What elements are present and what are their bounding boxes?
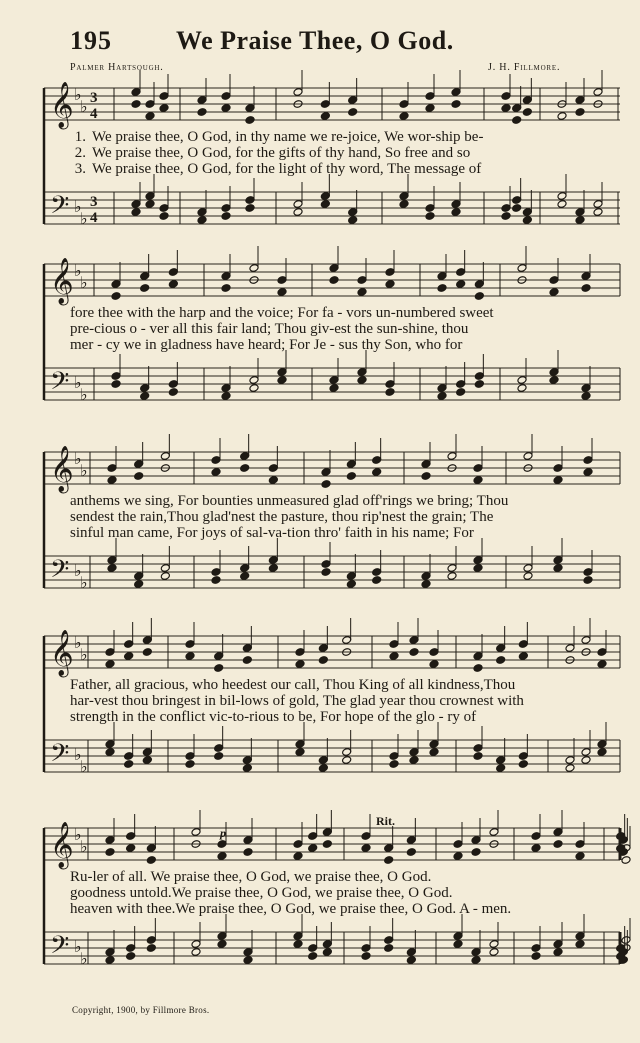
lyric-text: goodness untold.We praise thee, O God, we praise thee, O God. xyxy=(70,885,453,901)
note-head xyxy=(473,664,483,673)
note-head xyxy=(320,112,330,121)
flat-icon: ♭ xyxy=(74,635,82,652)
note-head xyxy=(124,652,134,661)
treble-clef-icon: 𝄞 xyxy=(50,630,74,676)
note-head xyxy=(581,756,591,765)
note-head xyxy=(146,944,156,953)
note-head xyxy=(496,764,506,773)
note-head xyxy=(575,852,585,861)
note-head xyxy=(159,104,169,113)
note-head xyxy=(385,388,395,397)
note-head xyxy=(159,212,169,221)
note-head xyxy=(389,652,399,661)
note-head xyxy=(553,476,563,485)
note-head xyxy=(451,100,461,109)
note-head xyxy=(295,660,305,669)
bass-time-signature-bottom: 4 xyxy=(90,210,98,226)
lyric-text: Ru-ler of all. We praise thee, O God, we praise thee, O God. xyxy=(70,869,432,885)
lyric-text: sendest the rain,Thou glad'nest the pasture, thou rip'nest the grain; The xyxy=(70,509,494,525)
lyric-line-verse-1 xyxy=(70,678,640,693)
note-head xyxy=(496,656,506,665)
note-head xyxy=(357,288,367,297)
note-head xyxy=(221,104,231,113)
note-head xyxy=(240,464,250,473)
flat-icon: ♭ xyxy=(80,951,88,968)
note-head xyxy=(131,100,141,109)
hymn-title: We Praise Thee, O God. xyxy=(176,26,454,55)
note-head xyxy=(501,212,511,221)
lyric-line-verse-2 xyxy=(70,322,640,337)
note-head xyxy=(385,280,395,289)
note-head xyxy=(221,392,231,401)
note-head xyxy=(346,580,356,589)
note-head xyxy=(240,572,250,581)
note-head xyxy=(293,208,303,217)
note-head xyxy=(134,580,144,589)
note-head xyxy=(134,472,144,481)
note-head xyxy=(342,756,352,765)
note-head xyxy=(357,376,367,385)
bass-clef-icon: 𝄢 xyxy=(50,739,70,774)
ritardando-marking: Rit. xyxy=(376,814,395,828)
note-head xyxy=(421,580,431,589)
bass-clef-icon: 𝄢 xyxy=(50,555,70,590)
note-head xyxy=(471,956,481,965)
note-head xyxy=(318,656,328,665)
lyric-line-verse-2 xyxy=(64,146,640,161)
lyricist-credit: Palmer Hartsough. xyxy=(70,62,164,73)
note-head xyxy=(142,648,152,657)
lyric-line-verse-3 xyxy=(70,710,640,725)
note-head xyxy=(214,664,224,673)
note-head xyxy=(549,288,559,297)
note-head xyxy=(105,748,115,757)
lyric-text: pre-cious o - ver all this fair land; Thou giv-est the sun-shine, thou xyxy=(70,321,469,337)
note-head xyxy=(318,764,328,773)
note-head xyxy=(518,652,528,661)
note-head xyxy=(429,748,439,757)
flat-icon: ♭ xyxy=(74,199,82,216)
note-head xyxy=(409,756,419,765)
note-head xyxy=(197,216,207,225)
lyric-line-verse-3 xyxy=(64,162,640,177)
note-head xyxy=(453,940,463,949)
note-head xyxy=(277,288,287,297)
music-system-2 xyxy=(44,258,620,408)
note-head xyxy=(348,216,358,225)
note-head xyxy=(583,468,593,477)
note-head xyxy=(421,472,431,481)
music-system-5 xyxy=(44,814,620,972)
note-head xyxy=(168,388,178,397)
flat-icon: ♭ xyxy=(80,387,88,404)
bass-staff xyxy=(44,556,620,588)
note-head xyxy=(217,940,227,949)
verse-number: 1. xyxy=(74,129,86,145)
lyric-line-verse-3 xyxy=(70,902,640,917)
note-head xyxy=(406,956,416,965)
note-head xyxy=(575,216,585,225)
verse-number: 2. xyxy=(74,145,86,161)
note-head xyxy=(372,468,382,477)
dynamic-marking: p xyxy=(220,826,226,840)
note-head xyxy=(565,764,575,773)
note-head xyxy=(329,384,339,393)
note-head xyxy=(221,212,231,221)
note-head xyxy=(243,956,253,965)
music-system-3 xyxy=(44,446,620,596)
note-head xyxy=(321,480,331,489)
note-head xyxy=(399,200,409,209)
note-head xyxy=(214,752,224,761)
note-head xyxy=(131,208,141,217)
note-head xyxy=(322,840,332,849)
note-head xyxy=(523,572,533,581)
note-head xyxy=(321,568,331,577)
lyric-line-verse-3 xyxy=(70,338,640,353)
lyric-line-verse-3 xyxy=(70,526,640,541)
note-head xyxy=(453,852,463,861)
note-head xyxy=(221,284,231,293)
treble-clef-icon: 𝄞 xyxy=(50,82,74,128)
note-head xyxy=(474,292,484,301)
flat-icon: ♭ xyxy=(80,647,88,664)
note-head xyxy=(191,948,201,957)
note-head xyxy=(384,856,394,865)
flat-icon: ♭ xyxy=(80,99,88,116)
note-head xyxy=(531,952,541,961)
note-head xyxy=(105,848,115,857)
note-head xyxy=(145,112,155,121)
note-head xyxy=(293,940,303,949)
bass-staff xyxy=(44,368,620,400)
treble-clef-icon: 𝄞 xyxy=(50,822,74,868)
note-head xyxy=(429,660,439,669)
note-head xyxy=(329,276,339,285)
note-head xyxy=(140,284,150,293)
treble-clef-icon: 𝄞 xyxy=(50,258,74,304)
note-head xyxy=(522,216,532,225)
flat-icon: ♭ xyxy=(80,839,88,856)
lyric-line-verse-1 xyxy=(70,306,640,321)
note-head xyxy=(107,476,117,485)
music-system-4 xyxy=(44,630,620,780)
note-head xyxy=(249,384,259,393)
lyric-text: Father, all gracious, who heedest our call, Thou King of all kindness,Thou xyxy=(70,677,516,693)
note-head xyxy=(140,392,150,401)
music-system-1 xyxy=(44,82,620,232)
note-head xyxy=(268,564,278,573)
note-head xyxy=(553,948,563,957)
note-head xyxy=(293,852,303,861)
flat-icon: ♭ xyxy=(80,211,88,228)
note-head xyxy=(409,648,419,657)
note-head xyxy=(320,200,330,209)
note-head xyxy=(575,940,585,949)
note-head xyxy=(406,848,416,857)
flat-icon: ♭ xyxy=(80,575,88,592)
note-head xyxy=(197,108,207,117)
note-head xyxy=(322,948,332,957)
treble-staff xyxy=(44,452,620,484)
note-head xyxy=(146,856,156,865)
note-head xyxy=(621,856,631,865)
lyric-text: heaven with thee.We praise thee, O God, we praise thee, O God. A - men. xyxy=(70,901,512,917)
note-head xyxy=(245,204,255,213)
note-head xyxy=(160,572,170,581)
composer-credit: J. H. Fillmore. xyxy=(488,62,561,73)
hymn-number: 195 xyxy=(70,26,112,55)
flat-icon: ♭ xyxy=(80,759,88,776)
treble-staff xyxy=(44,88,620,120)
note-head xyxy=(522,108,532,117)
lyric-line-verse-2 xyxy=(70,886,640,901)
note-head xyxy=(126,952,136,961)
flat-icon: ♭ xyxy=(74,747,82,764)
bass-clef-icon: 𝄢 xyxy=(50,367,70,402)
note-head xyxy=(111,380,121,389)
bass-staff xyxy=(44,192,620,224)
note-head xyxy=(168,280,178,289)
note-head xyxy=(105,660,115,669)
note-head xyxy=(295,748,305,757)
note-head xyxy=(473,476,483,485)
note-head xyxy=(372,576,382,585)
flat-icon: ♭ xyxy=(74,563,82,580)
note-head xyxy=(593,208,603,217)
note-head xyxy=(384,944,394,953)
note-head xyxy=(399,112,409,121)
bass-time-signature-top: 3 xyxy=(90,194,98,210)
note-head xyxy=(473,564,483,573)
note-head xyxy=(489,948,499,957)
note-head xyxy=(549,376,559,385)
note-head xyxy=(512,116,522,125)
note-head xyxy=(308,844,318,853)
note-head xyxy=(346,472,356,481)
lyric-line-verse-1 xyxy=(64,130,640,145)
note-head xyxy=(211,468,221,477)
verse-number: 3. xyxy=(74,161,86,177)
lyric-line-verse-1 xyxy=(70,494,640,509)
note-head xyxy=(597,748,607,757)
note-head xyxy=(473,752,483,761)
note-head xyxy=(557,200,567,209)
note-head xyxy=(447,572,457,581)
note-head xyxy=(456,280,466,289)
note-head xyxy=(126,844,136,853)
lyric-text: strength in the conflict vic-to-rious to be, For hope of the glo - ry of xyxy=(70,709,477,725)
lyric-text: fore thee with the harp and the voice; For fa - vors un-numbered sweet xyxy=(70,305,494,321)
lyric-line-verse-2 xyxy=(70,510,640,525)
note-head xyxy=(185,760,195,769)
note-head xyxy=(145,200,155,209)
lyric-text: sinful man came, For joys of sal-va-tion thro' faith in his name; For xyxy=(70,525,474,541)
note-head xyxy=(361,844,371,853)
note-head xyxy=(242,764,252,773)
note-head xyxy=(277,376,287,385)
flat-icon: ♭ xyxy=(80,463,88,480)
note-head xyxy=(531,844,541,853)
bass-clef-icon: 𝄢 xyxy=(50,191,70,226)
flat-icon: ♭ xyxy=(74,827,82,844)
note-head xyxy=(557,112,567,121)
lyric-text: har-vest thou bringest in bil-lows of gold, The glad year thou crownest with xyxy=(70,693,524,709)
note-head xyxy=(243,848,253,857)
note-head xyxy=(105,956,115,965)
note-head xyxy=(268,476,278,485)
lyric-text: anthems we sing, For bounties unmeasured glad off'rings we bring; Thou xyxy=(70,493,509,509)
note-head xyxy=(185,652,195,661)
note-head xyxy=(581,284,591,293)
note-head xyxy=(583,576,593,585)
note-head xyxy=(389,760,399,769)
treble-time-signature-bottom: 4 xyxy=(90,106,98,122)
treble-clef-icon: 𝄞 xyxy=(50,446,74,492)
note-head xyxy=(553,564,563,573)
note-head xyxy=(437,284,447,293)
note-head xyxy=(512,204,522,213)
note-head xyxy=(471,848,481,857)
note-head xyxy=(124,760,134,769)
treble-time-signature-top: 3 xyxy=(90,90,98,106)
lyric-text: We praise thee, O God, for the light of thy word, The message of xyxy=(92,161,482,177)
lyric-text: We praise thee, O God, for the gifts of thy hand, So free and so xyxy=(92,145,471,161)
note-head xyxy=(308,952,318,961)
flat-icon: ♭ xyxy=(74,375,82,392)
flat-icon: ♭ xyxy=(74,263,82,280)
note-head xyxy=(451,208,461,217)
note-head xyxy=(425,104,435,113)
lyric-text: mer - cy we in gladness have heard; For Je - sus thy Son, who for xyxy=(70,337,463,353)
note-head xyxy=(111,292,121,301)
bass-clef-icon: 𝄢 xyxy=(50,931,70,966)
note-head xyxy=(517,384,527,393)
flat-icon: ♭ xyxy=(74,87,82,104)
note-head xyxy=(348,108,358,117)
note-head xyxy=(597,660,607,669)
note-head xyxy=(361,952,371,961)
flat-icon: ♭ xyxy=(74,451,82,468)
copyright-notice: Copyright, 1900, by Fillmore Bros. xyxy=(72,1005,210,1015)
note-head xyxy=(107,564,117,573)
note-head xyxy=(518,760,528,769)
note-head xyxy=(581,392,591,401)
note-head xyxy=(245,116,255,125)
note-head xyxy=(142,756,152,765)
note-head xyxy=(211,576,221,585)
note-head xyxy=(425,212,435,221)
note-head xyxy=(474,380,484,389)
lyric-line-verse-1 xyxy=(70,870,640,885)
flat-icon: ♭ xyxy=(80,275,88,292)
note-head xyxy=(437,392,447,401)
lyric-line-verse-2 xyxy=(70,694,640,709)
note-head xyxy=(575,108,585,117)
note-head xyxy=(217,852,227,861)
note-head xyxy=(456,388,466,397)
lyric-text: We praise thee, O God, in thy name we re-joice, We wor-ship be- xyxy=(92,129,484,145)
note-head xyxy=(553,840,563,849)
note-head xyxy=(501,104,511,113)
flat-icon: ♭ xyxy=(74,939,82,956)
note-head xyxy=(242,656,252,665)
